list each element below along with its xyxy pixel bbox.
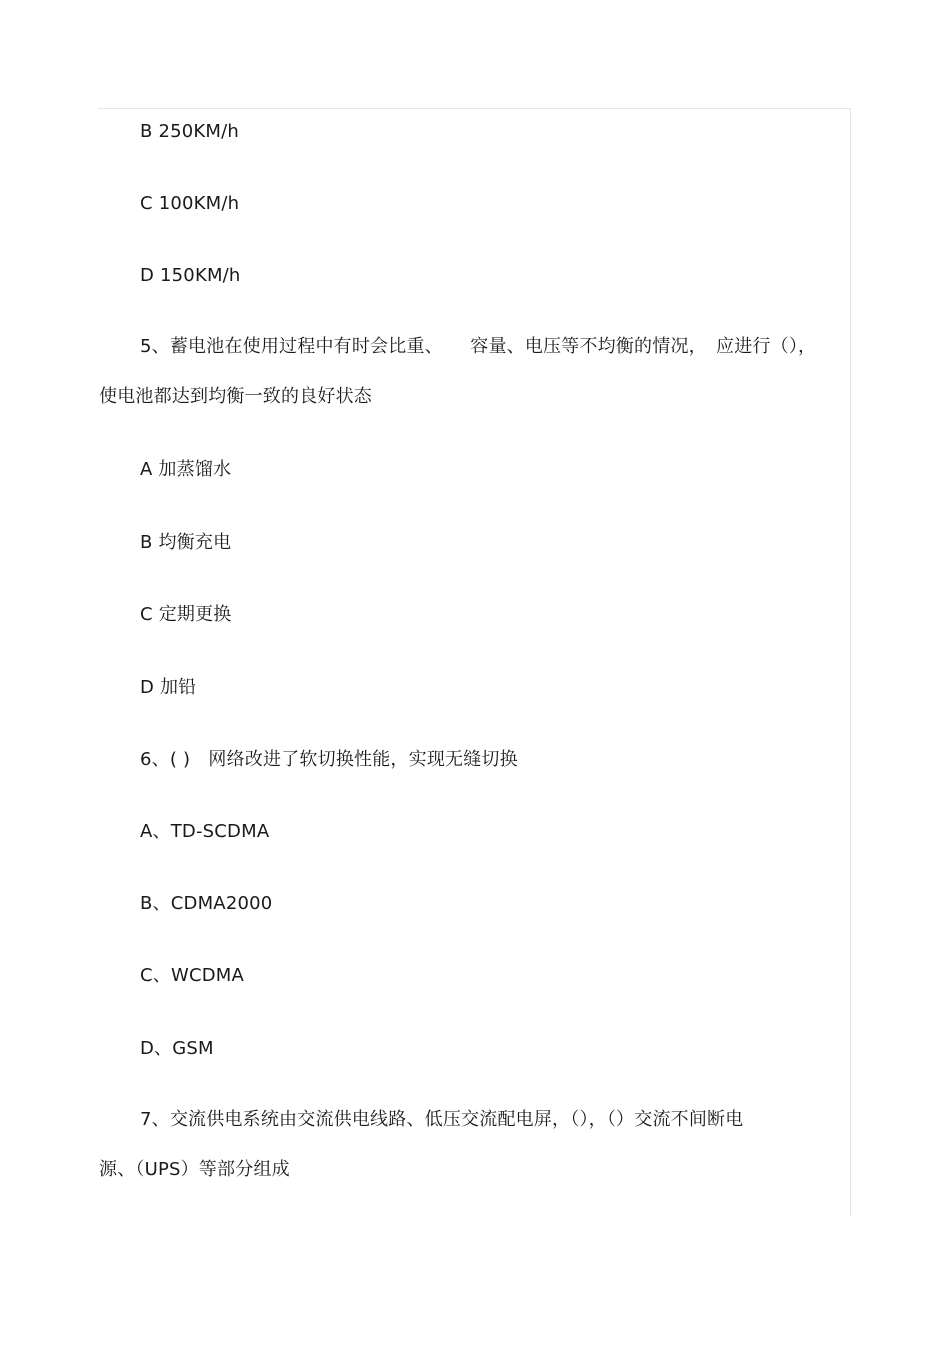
q5-stem-line1: 5、蓄电池在使用过程中有时会比重、 容量、电压等不均衡的情况， 应进行（）， [140, 336, 817, 357]
q5-option-a: A 加蒸馏水 [140, 459, 232, 480]
q6-stem: 6、( ) 网络改进了软切换性能，实现无缝切换 [140, 749, 518, 770]
q6-option-b: B、CDMA2000 [140, 893, 273, 914]
q5-option-d: D 加铅 [140, 677, 197, 698]
q4-option-b: B 250KM/h [140, 121, 240, 142]
q7-stem-line2: 源、（UPS）等部分组成 [99, 1159, 290, 1180]
q4-option-d: D 150KM/h [140, 265, 241, 286]
q5-option-c: C 定期更换 [140, 604, 232, 625]
q7-stem-line1: 7、交流供电系统由交流供电线路、低压交流配电屏，（），（）交流不间断电 [140, 1109, 744, 1130]
q6-option-c: C、WCDMA [140, 965, 245, 986]
q6-option-a: A、TD-SCDMA [140, 821, 270, 842]
q4-option-c: C 100KM/h [140, 193, 240, 214]
q5-stem-line2: 使电池都达到均衡一致的良好状态 [99, 386, 372, 407]
q6-option-d: D、GSM [140, 1038, 214, 1059]
q5-option-b: B 均衡充电 [140, 532, 232, 553]
